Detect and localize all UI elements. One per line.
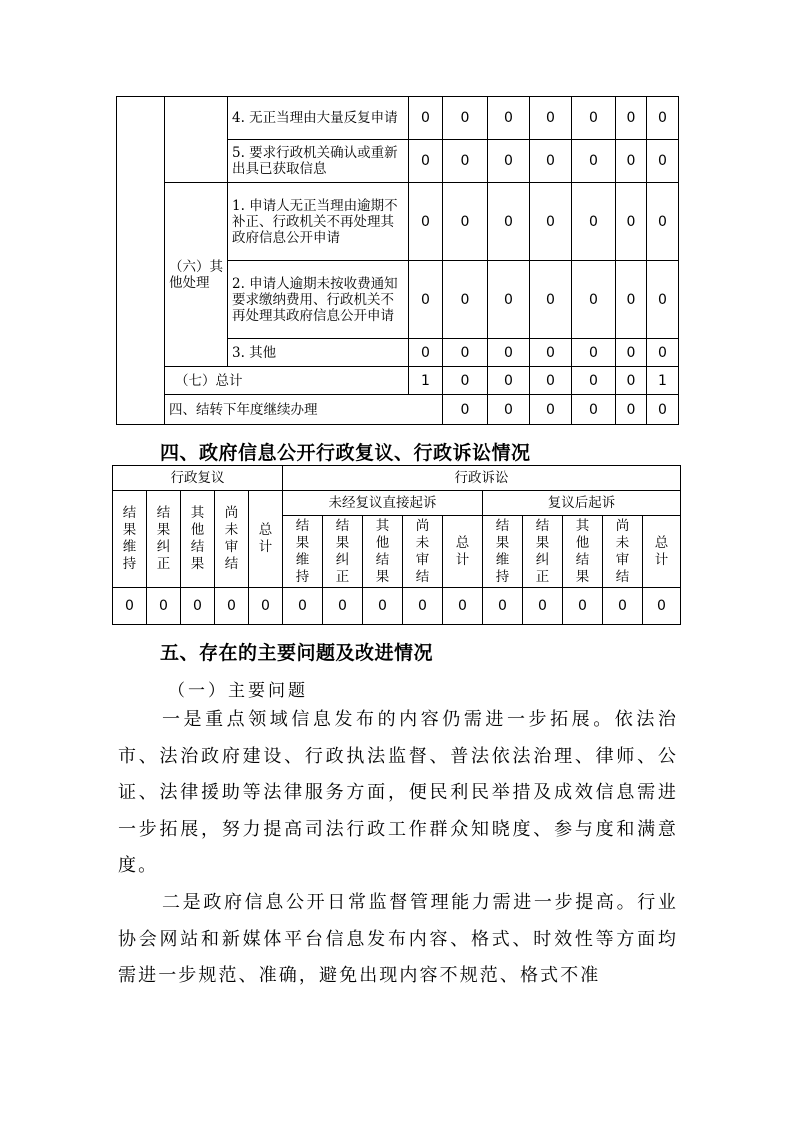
carry-over-label: 四、结转下年度继续办理 (165, 395, 443, 425)
column-header: 总计 (443, 516, 483, 588)
cell-value: 0 (616, 395, 647, 425)
cell-value: 0 (409, 339, 443, 367)
column-header: 其他结果 (563, 516, 603, 588)
cell-value: 0 (616, 140, 647, 183)
paragraph: 一是重点领域信息发布的内容仍需进一步拓展。依法治市、法治政府建设、行政执法监督、普法依法治理、律师、公证、法律援助等法律服务方面，便民利民举措及成效信息需进一步拓展，努力提高司法行政工作群众知晓度、参与度和满意度。 (118, 709, 678, 876)
subheading-main-problems: （一）主要问题 (168, 681, 308, 701)
after-review-header: 复议后起诉 (483, 491, 681, 516)
blank-subgroup-cell (165, 97, 228, 183)
cell-value: 0 (113, 588, 147, 625)
cell-value: 0 (616, 339, 647, 367)
table-row (117, 183, 679, 261)
cell-value: 0 (530, 140, 572, 183)
column-header: 结果纠正 (147, 491, 181, 588)
admin-review-header: 行政复议 (113, 466, 283, 491)
cell-value: 0 (572, 261, 616, 339)
section-4-heading: 四、政府信息公开行政复议、行政诉讼情况 (160, 442, 531, 464)
cell-value: 1 (409, 367, 443, 395)
row-label: 2. 申请人逾期未按收费通知要求缴纳费用、行政机关不再处理其政府信息公开申请 (228, 261, 409, 339)
cell-value: 0 (147, 588, 181, 625)
admin-litigation-header: 行政诉讼 (283, 466, 681, 491)
cell-value: 0 (181, 588, 215, 625)
table-header-row (113, 491, 681, 516)
group-label-other-handling: （六）其他处理 (165, 183, 228, 367)
column-header: 结果维持 (483, 516, 523, 588)
cell-value: 0 (572, 97, 616, 140)
cell-value: 0 (530, 261, 572, 339)
cell-value: 0 (616, 183, 647, 261)
paragraph: 二是政府信息公开日常监督管理能力需进一步提高。行业协会网站和新媒体平台信息发布内容、格式、时效性等方面均需进一步规范、准确，避免出现内容不规范、格式不准 (118, 892, 678, 986)
cell-value: 0 (488, 183, 530, 261)
column-header: 尚未审结 (215, 491, 249, 588)
cell-value: 0 (603, 588, 643, 625)
cell-value: 0 (443, 339, 488, 367)
total-label: （七）总计 (165, 367, 409, 395)
cell-value: 0 (572, 367, 616, 395)
row-label: 4. 无正当理由大量反复申请 (228, 97, 409, 140)
table-row (117, 97, 679, 140)
cell-value: 0 (283, 588, 323, 625)
cell-value: 0 (443, 261, 488, 339)
cell-value: 0 (443, 183, 488, 261)
cell-value: 0 (647, 395, 679, 425)
cell-value: 0 (215, 588, 249, 625)
cell-value: 0 (530, 395, 572, 425)
cell-value: 0 (572, 339, 616, 367)
table-row-carry-over (117, 395, 679, 425)
cell-value: 0 (488, 395, 530, 425)
cell-value: 0 (616, 261, 647, 339)
cell-value: 0 (488, 339, 530, 367)
cell-value: 0 (403, 588, 443, 625)
cell-value: 0 (647, 140, 679, 183)
cell-value: 1 (647, 367, 679, 395)
cell-value: 0 (488, 140, 530, 183)
cell-value: 0 (563, 588, 603, 625)
cell-value: 0 (443, 588, 483, 625)
cell-value: 0 (488, 367, 530, 395)
row-label: 1. 申请人无正当理由逾期不补正、行政机关不再处理其政府信息公开申请 (228, 183, 409, 261)
column-header: 其他结果 (363, 516, 403, 588)
table-row-total (117, 367, 679, 395)
cell-value: 0 (530, 339, 572, 367)
direct-suit-header: 未经复议直接起诉 (283, 491, 483, 516)
cell-value: 0 (443, 395, 488, 425)
column-header: 尚未审结 (603, 516, 643, 588)
cell-value: 0 (409, 183, 443, 261)
review-litigation-table (112, 465, 681, 625)
cell-value: 0 (530, 183, 572, 261)
cell-value: 0 (409, 261, 443, 339)
cell-value: 0 (409, 97, 443, 140)
disposal-table (116, 96, 679, 425)
cell-value: 0 (443, 140, 488, 183)
cell-value: 0 (443, 367, 488, 395)
cell-value: 0 (572, 183, 616, 261)
cell-value: 0 (647, 261, 679, 339)
cell-value: 0 (647, 97, 679, 140)
blank-group-cell (117, 97, 165, 425)
cell-value: 0 (249, 588, 283, 625)
row-label: 3. 其他 (228, 339, 409, 367)
cell-value: 0 (616, 367, 647, 395)
column-header: 结果纠正 (523, 516, 563, 588)
cell-value: 0 (488, 261, 530, 339)
cell-value: 0 (530, 97, 572, 140)
cell-value: 0 (647, 183, 679, 261)
section-5-heading: 五、存在的主要问题及改进情况 (160, 642, 434, 664)
column-header: 结果维持 (113, 491, 147, 588)
row-label: 5. 要求行政机关确认或重新出具已获取信息 (228, 140, 409, 183)
cell-value: 0 (572, 140, 616, 183)
cell-value: 0 (363, 588, 403, 625)
cell-value: 0 (523, 588, 563, 625)
column-header: 尚未审结 (403, 516, 443, 588)
column-header: 总计 (643, 516, 681, 588)
cell-value: 0 (323, 588, 363, 625)
cell-value: 0 (643, 588, 681, 625)
column-header: 总计 (249, 491, 283, 588)
cell-value: 0 (483, 588, 523, 625)
cell-value: 0 (409, 140, 443, 183)
cell-value: 0 (443, 97, 488, 140)
table-header-row (113, 466, 681, 491)
column-header: 结果纠正 (323, 516, 363, 588)
cell-value: 0 (488, 97, 530, 140)
cell-value: 0 (647, 339, 679, 367)
column-header: 其他结果 (181, 491, 215, 588)
table-row (113, 588, 681, 625)
cell-value: 0 (572, 395, 616, 425)
cell-value: 0 (530, 367, 572, 395)
column-header: 结果维持 (283, 516, 323, 588)
cell-value: 0 (616, 97, 647, 140)
